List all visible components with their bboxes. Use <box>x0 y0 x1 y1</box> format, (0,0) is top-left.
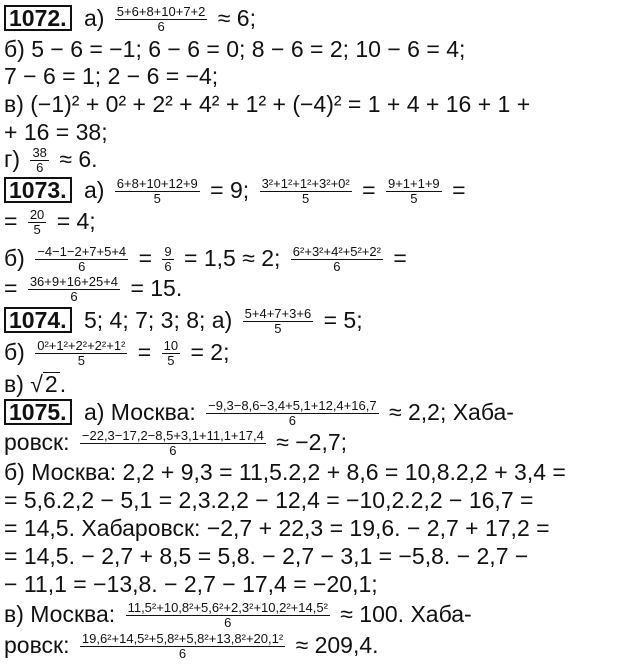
numerator: 5+4+7+3+6 <box>244 306 312 322</box>
text-line: = 14,5. Хабаровск: −2,7 + 22,3 = 19,6. − 2,7 + 17,2 = <box>4 515 550 541</box>
problem-1075-a <box>4 398 514 428</box>
problem-1075-a-cont <box>4 428 347 458</box>
problem-1073-a <box>4 176 466 206</box>
denominator: 6 <box>78 259 86 275</box>
denominator: 6 <box>157 19 165 35</box>
fraction <box>115 177 200 206</box>
item-label: б) <box>4 245 25 271</box>
problem-1072-a <box>4 4 256 34</box>
fraction <box>291 245 383 274</box>
numerator: 5+6+8+10+7+2 <box>116 4 206 20</box>
equals-sign: = <box>4 275 18 301</box>
equals-sign: = <box>362 177 376 203</box>
item-label: г) <box>4 146 21 172</box>
fraction <box>162 339 180 368</box>
denominator: 5 <box>410 191 418 207</box>
numerator: 6+8+10+12+9 <box>116 176 198 192</box>
text-line: 5; 4; 7; 3; 8; а) <box>83 307 233 333</box>
denominator: 6 <box>333 259 341 275</box>
denominator: 5 <box>302 191 310 207</box>
text-line: б) Москва: 2,2 + 9,3 = 11,5.2,2 + 8,6 = 10,8.2,2 + 3,4 = <box>4 459 566 485</box>
equals-sign: = <box>137 339 152 365</box>
result-text: = 15. <box>130 275 183 301</box>
fraction <box>30 146 48 175</box>
denominator: 6 <box>164 259 172 275</box>
numerator: 11,5²+10,8²+5,6²+2,3²+10,2²+14,5² <box>127 600 328 616</box>
sqrt-icon: √ <box>30 371 43 397</box>
fraction <box>386 177 442 206</box>
problem-number: 1072. <box>4 5 72 31</box>
fraction <box>35 339 127 368</box>
item-label: в) <box>4 371 24 397</box>
fraction <box>115 5 208 34</box>
problem-1074-b <box>4 338 230 368</box>
fraction <box>260 177 352 206</box>
fraction <box>243 307 314 336</box>
result-text: ≈ 6. <box>59 146 98 172</box>
denominator: 6 <box>288 413 296 429</box>
fraction <box>28 275 120 304</box>
numerator: 9 <box>164 244 172 260</box>
problem-1075-b-line4 <box>4 542 611 570</box>
text-line: + 16 = 38; <box>4 119 108 145</box>
problem-1072-b-line2 <box>4 62 218 90</box>
item-label: а) <box>83 177 105 203</box>
denominator: 6 <box>36 160 44 176</box>
problem-1075-v <box>4 600 472 630</box>
numerator: 9+1+1+9 <box>387 176 440 192</box>
text-line: − 11,1 = −13,8. − 2,7 − 17,4 = −20,1; <box>4 571 378 597</box>
equals-sign: = <box>4 208 18 234</box>
numerator: −9,3−8,6−3,4+5,1+12,4+16,7 <box>208 398 377 414</box>
numerator: 3²+1²+1²+3²+0² <box>261 176 350 192</box>
denominator: 5 <box>274 321 282 337</box>
result-text: ≈ 100. Хаба- <box>340 601 472 627</box>
numerator: 0²+1²+2²+2²+1² <box>37 338 126 354</box>
denominator: 6 <box>70 289 78 305</box>
numerator: 36+9+16+25+4 <box>29 274 119 290</box>
result-text: = 9; <box>210 177 250 203</box>
item-label: б) <box>4 339 25 365</box>
denominator: 5 <box>33 222 41 238</box>
text-line: = 5,6.2,2 − 5,1 = 2,3.2,2 − 12,4 = −10,2.2,2 − 16,7 = <box>4 487 534 513</box>
problem-number: 1073. <box>4 177 72 203</box>
item-label: в) Москва: <box>4 601 116 627</box>
result-text: . <box>59 371 67 397</box>
numerator: −4−1−2+7+5+4 <box>37 244 127 260</box>
problem-1072-v-line1 <box>4 90 530 118</box>
equals-sign: = <box>138 245 152 271</box>
problem-1073-b <box>4 244 407 274</box>
problem-1073-a-cont <box>4 207 96 237</box>
problem-1074-v <box>4 370 66 398</box>
fraction <box>206 399 378 428</box>
fraction <box>35 245 128 274</box>
fraction <box>80 429 266 458</box>
denominator: 5 <box>77 353 85 369</box>
fraction <box>28 208 46 237</box>
denominator: 5 <box>167 353 175 369</box>
equals-sign: = <box>393 245 407 271</box>
text-line: ровск: <box>4 429 70 455</box>
radicand: 2 <box>44 371 58 397</box>
problem-1072-b-line1 <box>4 35 611 63</box>
text-line: ровск: <box>4 632 70 658</box>
text-line: б) 5 − 6 = −1; 6 − 6 = 0; 8 − 6 = 2; 10 − 6 = 4; <box>4 36 466 62</box>
denominator: 6 <box>169 443 177 459</box>
result-text: = 4; <box>56 208 96 234</box>
result-text: ≈ 209,4. <box>295 632 379 658</box>
result-text: ≈ 2,2; Хаба- <box>388 399 514 425</box>
result-text: = 2; <box>190 339 230 365</box>
denominator: 6 <box>224 615 232 631</box>
result-text: ≈ −2,7; <box>276 429 348 455</box>
problem-1072-g <box>4 145 98 175</box>
text-line: 7 − 6 = 1; 2 − 6 = −4; <box>4 63 219 89</box>
fraction <box>126 601 330 630</box>
text-line: в) (−1)² + 0² + 2² + 4² + 1² + (−4)² = 1 + 4 + 16 + 1 + <box>4 91 531 117</box>
problem-1075-b-line2 <box>4 486 611 514</box>
problem-number: 1075. <box>4 399 72 425</box>
item-label: а) <box>83 5 105 31</box>
problem-1075-b-line1 <box>4 458 611 486</box>
result-text: = 5; <box>323 307 363 333</box>
fraction <box>162 245 173 274</box>
denominator: 6 <box>178 646 187 662</box>
problem-number: 1074. <box>4 307 72 333</box>
numerator: 10 <box>163 338 179 354</box>
problem-1075-v-cont <box>4 631 379 661</box>
denominator: 5 <box>153 191 161 207</box>
item-label: а) Москва: <box>83 399 196 425</box>
result-text: ≈ 6; <box>217 5 256 31</box>
numerator: 38 <box>32 145 47 161</box>
result-text: = 1,5 ≈ 2; <box>184 245 281 271</box>
numerator: 20 <box>29 207 45 223</box>
text-line: = 14,5. − 2,7 + 8,5 = 5,8. − 2,7 − 3,1 = −5,8. − 2,7 − <box>4 543 529 569</box>
problem-1072-v-line2 <box>4 118 108 146</box>
numerator: 6²+3²+4²+5²+2² <box>292 244 381 260</box>
fraction <box>80 632 285 661</box>
equals-sign: = <box>452 177 466 203</box>
numerator: −22,3−17,2−8,5+3,1+11,1+17,4 <box>81 428 264 444</box>
problem-1073-b-cont <box>4 274 182 304</box>
problem-1075-b-line5 <box>4 570 378 598</box>
problem-1075-b-line3 <box>4 514 611 542</box>
problem-1074-a <box>4 306 363 336</box>
numerator: 19,6²+14,5²+5,8²+5,8²+13,8²+20,1² <box>81 631 284 647</box>
